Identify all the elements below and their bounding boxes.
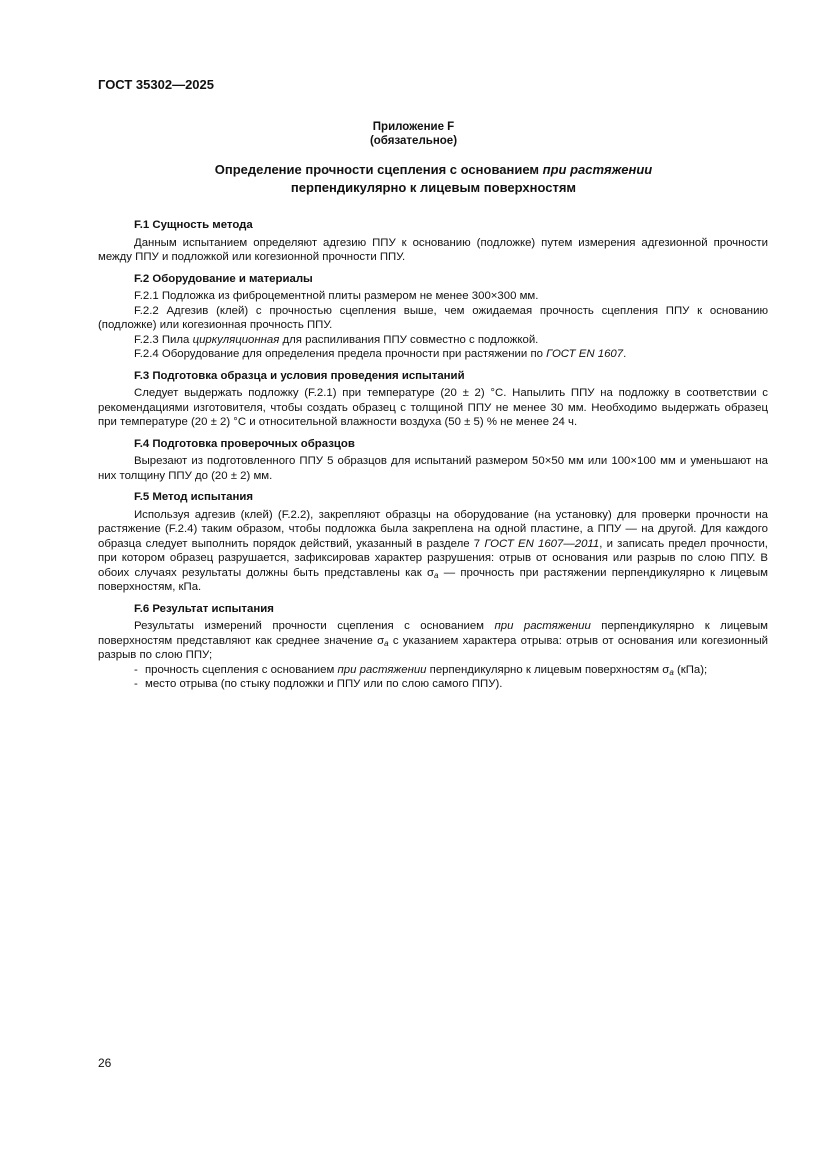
document-code: ГОСТ 35302—2025 (98, 77, 214, 92)
paragraph: Следует выдержать подложку (F.2.1) при температуре (20 ± 2) °С. Напылить ППУ на подложку в соответствии с рекомендациями изготовителя, чтобы создать образец с толщиной ППУ не менее 30 мм. Необходимо выдержать образец при температуре (20 ± 2) °С и относительной влажности воздуха (50 ± 5) % не менее 24 ч. (98, 387, 768, 428)
document-body (98, 218, 768, 692)
section-heading-f4: F.4 Подготовка проверочных образцов (134, 437, 355, 450)
paragraph: F.2.4 Оборудование для определения предела прочности при растяжении по ГОСТ EN 1607. (134, 348, 627, 360)
paragraph: Вырезают из подготовленного ППУ 5 образцов для испытаний размером 50×50 мм или 100×100 мм и уменьшают на них толщину ППУ до (20 ± 2) мм. (98, 455, 768, 482)
title-italic: при растяжении (542, 162, 653, 177)
section-heading-f1: F.1 Сущность метода (134, 219, 253, 231)
section-heading-f2: F.2 Оборудование и материалы (134, 272, 313, 285)
annex-status: (обязательное) (369, 135, 458, 147)
paragraph: F.2.3 Пила циркуляционная для распиливания ППУ совместно с подложкой. (134, 333, 539, 346)
title-line-2: перпендикулярно к лицевым поверхностям (290, 180, 577, 195)
list-item: - прочность сцепления с основанием при растяжении перпендикулярно к лицевым поверхностям $\sigma_a$ (кПа); (134, 663, 708, 677)
title-text: Определение прочности сцепления с основанием (214, 162, 543, 177)
paragraph: F.2.2 Адгезив (клей) с прочностью сцепления выше, чем ожидаемая прочность сцепления ППУ к основанию (подложке) или когезионная прочность ППУ. (98, 304, 768, 331)
paragraph: Данным испытанием определяют адгезию ППУ к основанию (подложке) путем измерения адгезионной прочности между ППУ и подложкой или когезионной прочности ППУ. (98, 236, 768, 263)
page-number: 26 (98, 1056, 112, 1070)
annex-block (0, 120, 827, 148)
paragraph: F.2.1 Подложка из фиброцементной плиты размером не менее 300×300 мм. (134, 290, 539, 302)
section-heading-f3: F.3 Подготовка образца и условия проведения испытаний (134, 369, 465, 382)
paragraph: Результаты измерений прочности сцепления с основанием при растяжении перпендикулярно к лицевым поверхностям представляют как среднее значение $\sigma_a$ с указанием характера отрыва: отрыв от основания или когезионный разрыв по слою ППУ; (98, 620, 768, 661)
title-line-1 (140, 161, 727, 179)
list-item: - место отрыва (по стыку подложки и ППУ или по слою самого ППУ). (134, 678, 503, 690)
paragraph: Используя адгезив (клей) (F.2.2), закрепляют образцы на оборудование (на установку) для проверки прочности на растяжение (F.2.4) таким образом, чтобы подложка была закреплена на одной пластине, а ППУ — на другой. Для каждого образца следует выполнить порядок действий, указанный в разделе 7 ГОСТ EN 1607—2011, и записать предел прочности, при котором образец разрушается, зафиксировав характер разрушения: отрыв от основания или разрыв по слою ППУ. В обоих случаях результаты должны быть представлены как $\sigma_a$ — прочность при растяжении перпендикулярно к лицевым поверхностям, кПа. (98, 508, 769, 593)
annex-label: Приложение F (372, 121, 455, 133)
document-title (140, 161, 727, 197)
section-heading-f6: F.6 Результат испытания (134, 602, 274, 615)
section-heading-f5: F.5 Метод испытания (134, 491, 254, 503)
